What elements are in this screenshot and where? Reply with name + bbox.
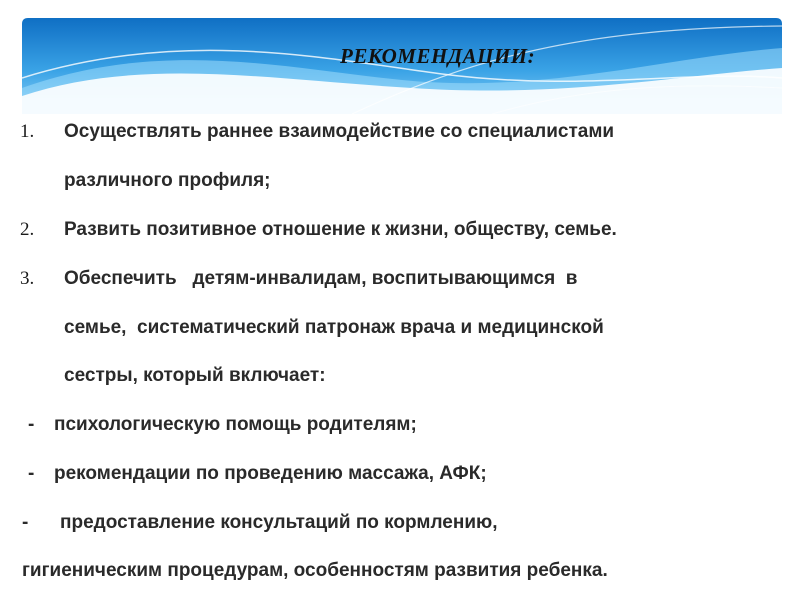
list-item-line: сестры, который включает: <box>64 365 326 386</box>
list-item-line: различного профиля; <box>64 170 271 191</box>
list-item-line: Обеспечить детям-инвалидам, воспитывающимся в <box>64 268 578 289</box>
sub-item-text: психологическую помощь родителям; <box>54 414 417 435</box>
sub-item-dash: - <box>22 512 29 533</box>
item-number: 1. <box>20 121 35 142</box>
item-number: 2. <box>20 219 35 240</box>
item-number: 3. <box>20 268 35 289</box>
slide-title: РЕКОМЕНДАЦИИ: <box>340 44 536 68</box>
sub-item-dash: - <box>28 414 35 435</box>
list-item-line: Развить позитивное отношение к жизни, обществу, семье. <box>64 219 617 240</box>
sub-item-dash: - <box>28 463 35 484</box>
list-item-line: Осуществлять раннее взаимодействие со специалистами <box>64 121 615 142</box>
continuation-line: гигиеническим процедурам, особенностям развития ребенка. <box>22 560 608 581</box>
sub-item-text: предоставление консультаций по кормлению, <box>60 512 498 533</box>
list-item-line: семье, систематический патронаж врача и медицинской <box>64 317 604 338</box>
sub-item-text: рекомендации по проведению массажа, АФК; <box>54 463 487 484</box>
